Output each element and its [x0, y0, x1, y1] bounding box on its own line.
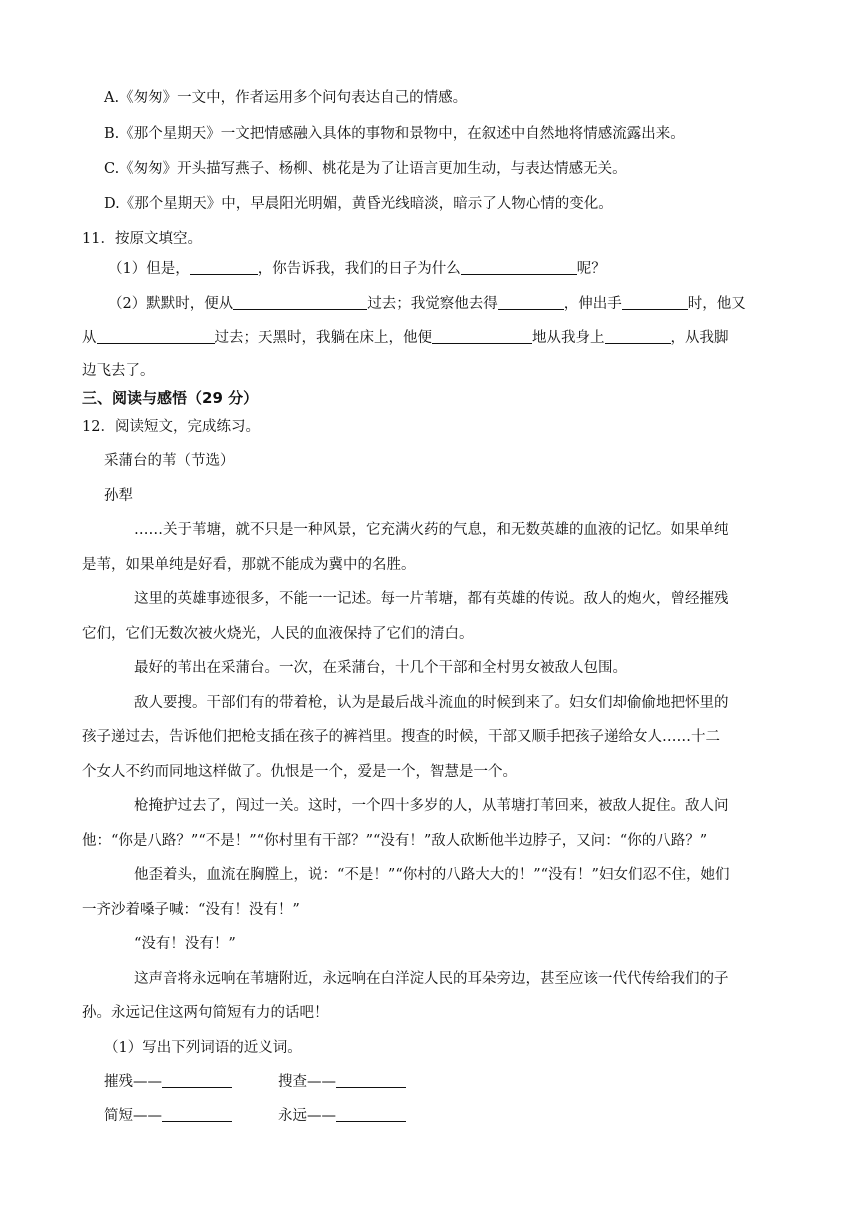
synonym-word: 永远—— [278, 1108, 336, 1124]
question-11-title: 11．按原文填空。 [82, 231, 202, 247]
answer-blank[interactable] [336, 1072, 406, 1088]
passage-line: “没有！没有！” [134, 936, 236, 952]
q11-text: 时，他又 [687, 296, 746, 312]
synonym-word: 摧残—— [104, 1074, 162, 1090]
synonym-item [104, 1106, 232, 1126]
synonym-item [278, 1106, 406, 1126]
answer-blank[interactable] [498, 294, 564, 310]
passage-line: 个女人不约而同地这样做了。仇恨是一个，爱是一个，智慧是一个。 [82, 764, 517, 780]
q11-line-2 [108, 294, 746, 314]
passage-line: 他歪着头，血流在胸膛上，说：“不是！”“你村的八路大大的！”“没有！”妇女们忍不住，她们 [134, 867, 730, 883]
q11-line-3 [82, 328, 729, 348]
answer-blank[interactable] [233, 294, 367, 310]
q11-text: （2）默默时，便从 [108, 296, 234, 312]
answer-blank[interactable] [162, 1072, 232, 1088]
passage-line: 一齐沙着嗓子喊：“没有！没有！” [82, 902, 300, 918]
passage-line: 敌人要搜。干部们有的带着枪，认为是最后战斗流血的时候到来了。妇女们却偷偷地把怀里的 [134, 695, 729, 711]
answer-blank[interactable] [97, 328, 215, 344]
q11-line-4: 边飞去了。 [82, 363, 155, 379]
q11-text: 过去；我觉察他去得 [367, 296, 498, 312]
option-a: A.《匆匆》一文中，作者运用多个问句表达自己的情感。 [104, 90, 468, 106]
passage-line: 孩子递过去，告诉他们把枪支插在孩子的裤裆里。搜查的时候，干部又顺手把孩子递给女人……十二 [82, 729, 720, 745]
passage-line: 枪掩护过去了，闯过一关。这时，一个四十多岁的人，从苇塘打苇回来，被敌人捉住。敌人问 [134, 798, 729, 814]
passage-line: 最好的苇出在采蒲台。一次，在采蒲台，十几个干部和全村男女被敌人包围。 [134, 660, 627, 676]
option-c: C.《匆匆》开头描写燕子、杨柳、桃花是为了让语言更加生动，与表达情感无关。 [104, 161, 627, 177]
q12-subquestion-1: （1）写出下列词语的近义词。 [104, 1040, 302, 1056]
synonym-item [278, 1072, 406, 1092]
answer-blank[interactable] [432, 328, 532, 344]
q11-text: ，从我脚 [670, 330, 729, 346]
q11-text: 过去；天黑时，我躺在床上，他便 [214, 330, 432, 346]
answer-blank[interactable] [190, 259, 258, 275]
q11-line-1 [108, 259, 606, 279]
passage-line: 是苇，如果单纯是好看，那就不能成为冀中的名胜。 [82, 557, 416, 573]
question-12-title: 12．阅读短文，完成练习。 [82, 419, 260, 435]
answer-blank[interactable] [461, 259, 577, 275]
passage-line: 他：“你是八路？”“不是！”“你村里有干部？”“没有！”敌人砍断他半边脖子，又问：“你的八路？” [82, 833, 708, 849]
synonym-word: 简短—— [104, 1108, 162, 1124]
answer-blank[interactable] [162, 1106, 232, 1122]
q11-text: （1）但是， [108, 261, 190, 277]
q11-text: ，你告诉我，我们的日子为什么 [257, 261, 461, 277]
answer-blank[interactable] [336, 1106, 406, 1122]
answer-blank[interactable] [622, 294, 688, 310]
article-author: 孙犁 [104, 488, 133, 504]
option-b: B.《那个星期天》一文把情感融入具体的事物和景物中，在叙述中自然地将情感流露出来。 [104, 126, 685, 142]
section-3-heading: 三、阅读与感悟（29 分） [82, 389, 259, 407]
passage-line: 它们，它们无数次被火烧光，人民的血液保持了它们的清白。 [82, 626, 474, 642]
q11-text: 地从我身上 [532, 330, 605, 346]
synonym-word: 搜查—— [278, 1074, 336, 1090]
answer-blank[interactable] [605, 328, 671, 344]
passage-line: ……关于苇塘，就不只是一种风景，它充满火药的气息，和无数英雄的血液的记忆。如果单纯 [134, 522, 729, 538]
q11-text: 呢？ [576, 261, 606, 277]
article-title: 采蒲台的苇（节选） [104, 453, 235, 469]
passage-line: 这声音将永远响在苇塘附近，永远响在白洋淀人民的耳朵旁边，甚至应该一代代传给我们的子 [134, 971, 729, 987]
passage-line: 这里的英雄事迹很多，不能一一记述。每一片苇塘，都有英雄的传说。敌人的炮火，曾经摧残 [134, 591, 729, 607]
q11-text: 从 [82, 330, 97, 346]
passage-line: 孙。永远记住这两句简短有力的话吧！ [82, 1005, 329, 1021]
q11-text: ，伸出手 [563, 296, 622, 312]
synonym-item [104, 1072, 232, 1092]
option-d: D.《那个星期天》中，早晨阳光明媚，黄昏光线暗淡，暗示了人物心情的变化。 [104, 196, 613, 212]
